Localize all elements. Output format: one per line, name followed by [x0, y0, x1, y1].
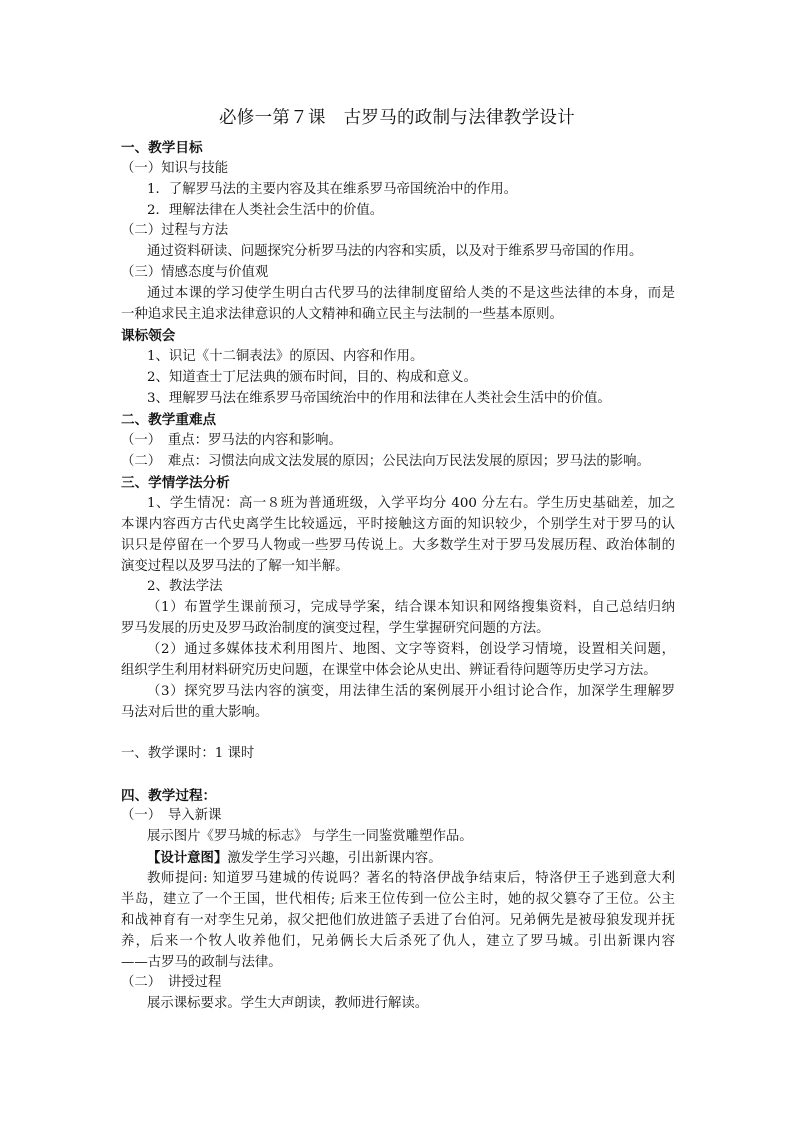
design-intent [147, 848, 442, 869]
subheading-introduction: （一） 导入新课 [121, 808, 222, 823]
student-analysis-line-2: 本课内容西方古代史离学生比较遥远，平时接触这方面的知识较少，个别学生对于罗马的认 [121, 517, 675, 532]
document-title: 必修一第７课 古罗马的政制与法律教学设计 [219, 108, 575, 128]
methods-heading: 2、教法学法 [147, 579, 223, 594]
process-method-text: 通过资料研读、问题探究分析罗马法的内容和实质，以及对于维系罗马帝国的作用。 [147, 244, 643, 259]
section-heading-standards: 课标领会 [121, 328, 176, 344]
values-text-line-2: 一种追求民主追求法律意识的人文精神和确立民主与法制的一些基本原则。 [121, 307, 563, 322]
student-analysis-line-1: 1、学生情况：高一８班为普通班级，入学平均分 400 分左右。学生历史基础差，加之 [147, 496, 675, 511]
standard-item-3: 3、理解罗马法在维系罗马帝国统治中的作用和法律在人类社会生活中的价值。 [147, 391, 611, 406]
subheading-process-method: （二）过程与方法 [121, 223, 229, 238]
objective-item-2: 2．理解法律在人类社会生活中的价值。 [147, 203, 384, 218]
method-3-line-2: 马法对后世的重大影响。 [121, 705, 269, 720]
story-line-2: 半岛，建立了一个王国，世代相传; 后来王位传到一位公主时，她的叔父篡夺了王位。公主 [121, 892, 675, 907]
show-picture-text: 展示图片《罗马城的标志》 与学生一同鉴赏雕塑作品。 [147, 829, 473, 844]
subheading-lecture: （二） 讲授过程 [121, 975, 222, 990]
story-line-1: 教师提问: 知道罗马建城的传说吗？著名的特洛伊战争结束后，特洛伊王子逃到意大利 [147, 871, 675, 886]
difficult-point: （二） 难点：习惯法向成文法发展的原因；公民法向万民法发展的原因；罗马法的影响。 [121, 454, 650, 469]
section-heading-key-points: 二、教学重难点 [121, 412, 217, 428]
section-heading-analysis: 三、学情学法分析 [121, 475, 230, 491]
method-1-line-2: 罗马发展的历史及罗马政治制度的演变过程，学生掌握研究问题的方法。 [121, 621, 550, 636]
subheading-values: （三）情感态度与价值观 [121, 265, 269, 280]
story-line-3: 和战神育有一对孪生兄弟，叔父把他们放进篮子丢进了台伯河。兄弟俩先是被母狼发现并抚 [121, 913, 675, 928]
method-1-line-1: （1）布置学生课前预习，完成导学案，结合课本知识和网络搜集资料，自己总结归纳 [147, 600, 675, 615]
objective-item-1: 1．了解罗马法的主要内容及其在维系罗马帝国统治中的作用。 [147, 182, 518, 197]
story-line-4: 养，后来一个牧人收养他们，兄弟俩长大后杀死了仇人，建立了罗马城。引出新课内容 [121, 934, 675, 949]
story-line-5: ——古罗马的政制与法律。 [121, 955, 282, 970]
section-heading-objectives: 一、教学目标 [121, 140, 203, 156]
subheading-knowledge-skills: （一）知识与技能 [121, 161, 229, 176]
design-intent-text: 激发学生学习兴趣，引出新课内容。 [227, 851, 442, 866]
method-3-line-1: （3）探究罗马法内容的演变，用法律生活的案例展开小组讨论合作，加深学生理解罗 [147, 684, 675, 699]
method-2-line-1: （2）通过多媒体技术利用图片、地图、文字等资料，创设学习情境，设置相关问题， [147, 642, 675, 657]
standard-item-2: 2、知道查士丁尼法典的颁布时间，目的、构成和意义。 [147, 370, 477, 385]
values-text-line-1: 通过本课的学习使学生明白古代罗马的法律制度留给人类的不是这些法律的本身，而是 [147, 286, 675, 301]
standard-item-1: 1、识记《十二铜表法》的原因、内容和作用。 [147, 349, 424, 364]
design-intent-label: 【设计意图】 [147, 850, 228, 866]
teaching-hours: 一、教学课时：1 课时 [121, 746, 255, 761]
method-2-line-2: 组织学生利用材料研究历史问题，在课堂中体会论从史出、辨证看待问题等历史学习方法。 [121, 663, 657, 678]
lecture-text: 展示课标要求。学生大声朗读，教师进行解读。 [147, 996, 429, 1011]
key-point: （一） 重点：罗马法的内容和影响。 [121, 433, 342, 448]
student-analysis-line-3: 识只是停留在一个罗马人物或一些罗马传说上。大多数学生对于罗马发展历程、政治体制的 [121, 538, 675, 553]
section-heading-process: 四、教学过程： [121, 788, 217, 804]
student-analysis-line-4: 演变过程以及罗马法的了解一知半解。 [121, 559, 349, 574]
